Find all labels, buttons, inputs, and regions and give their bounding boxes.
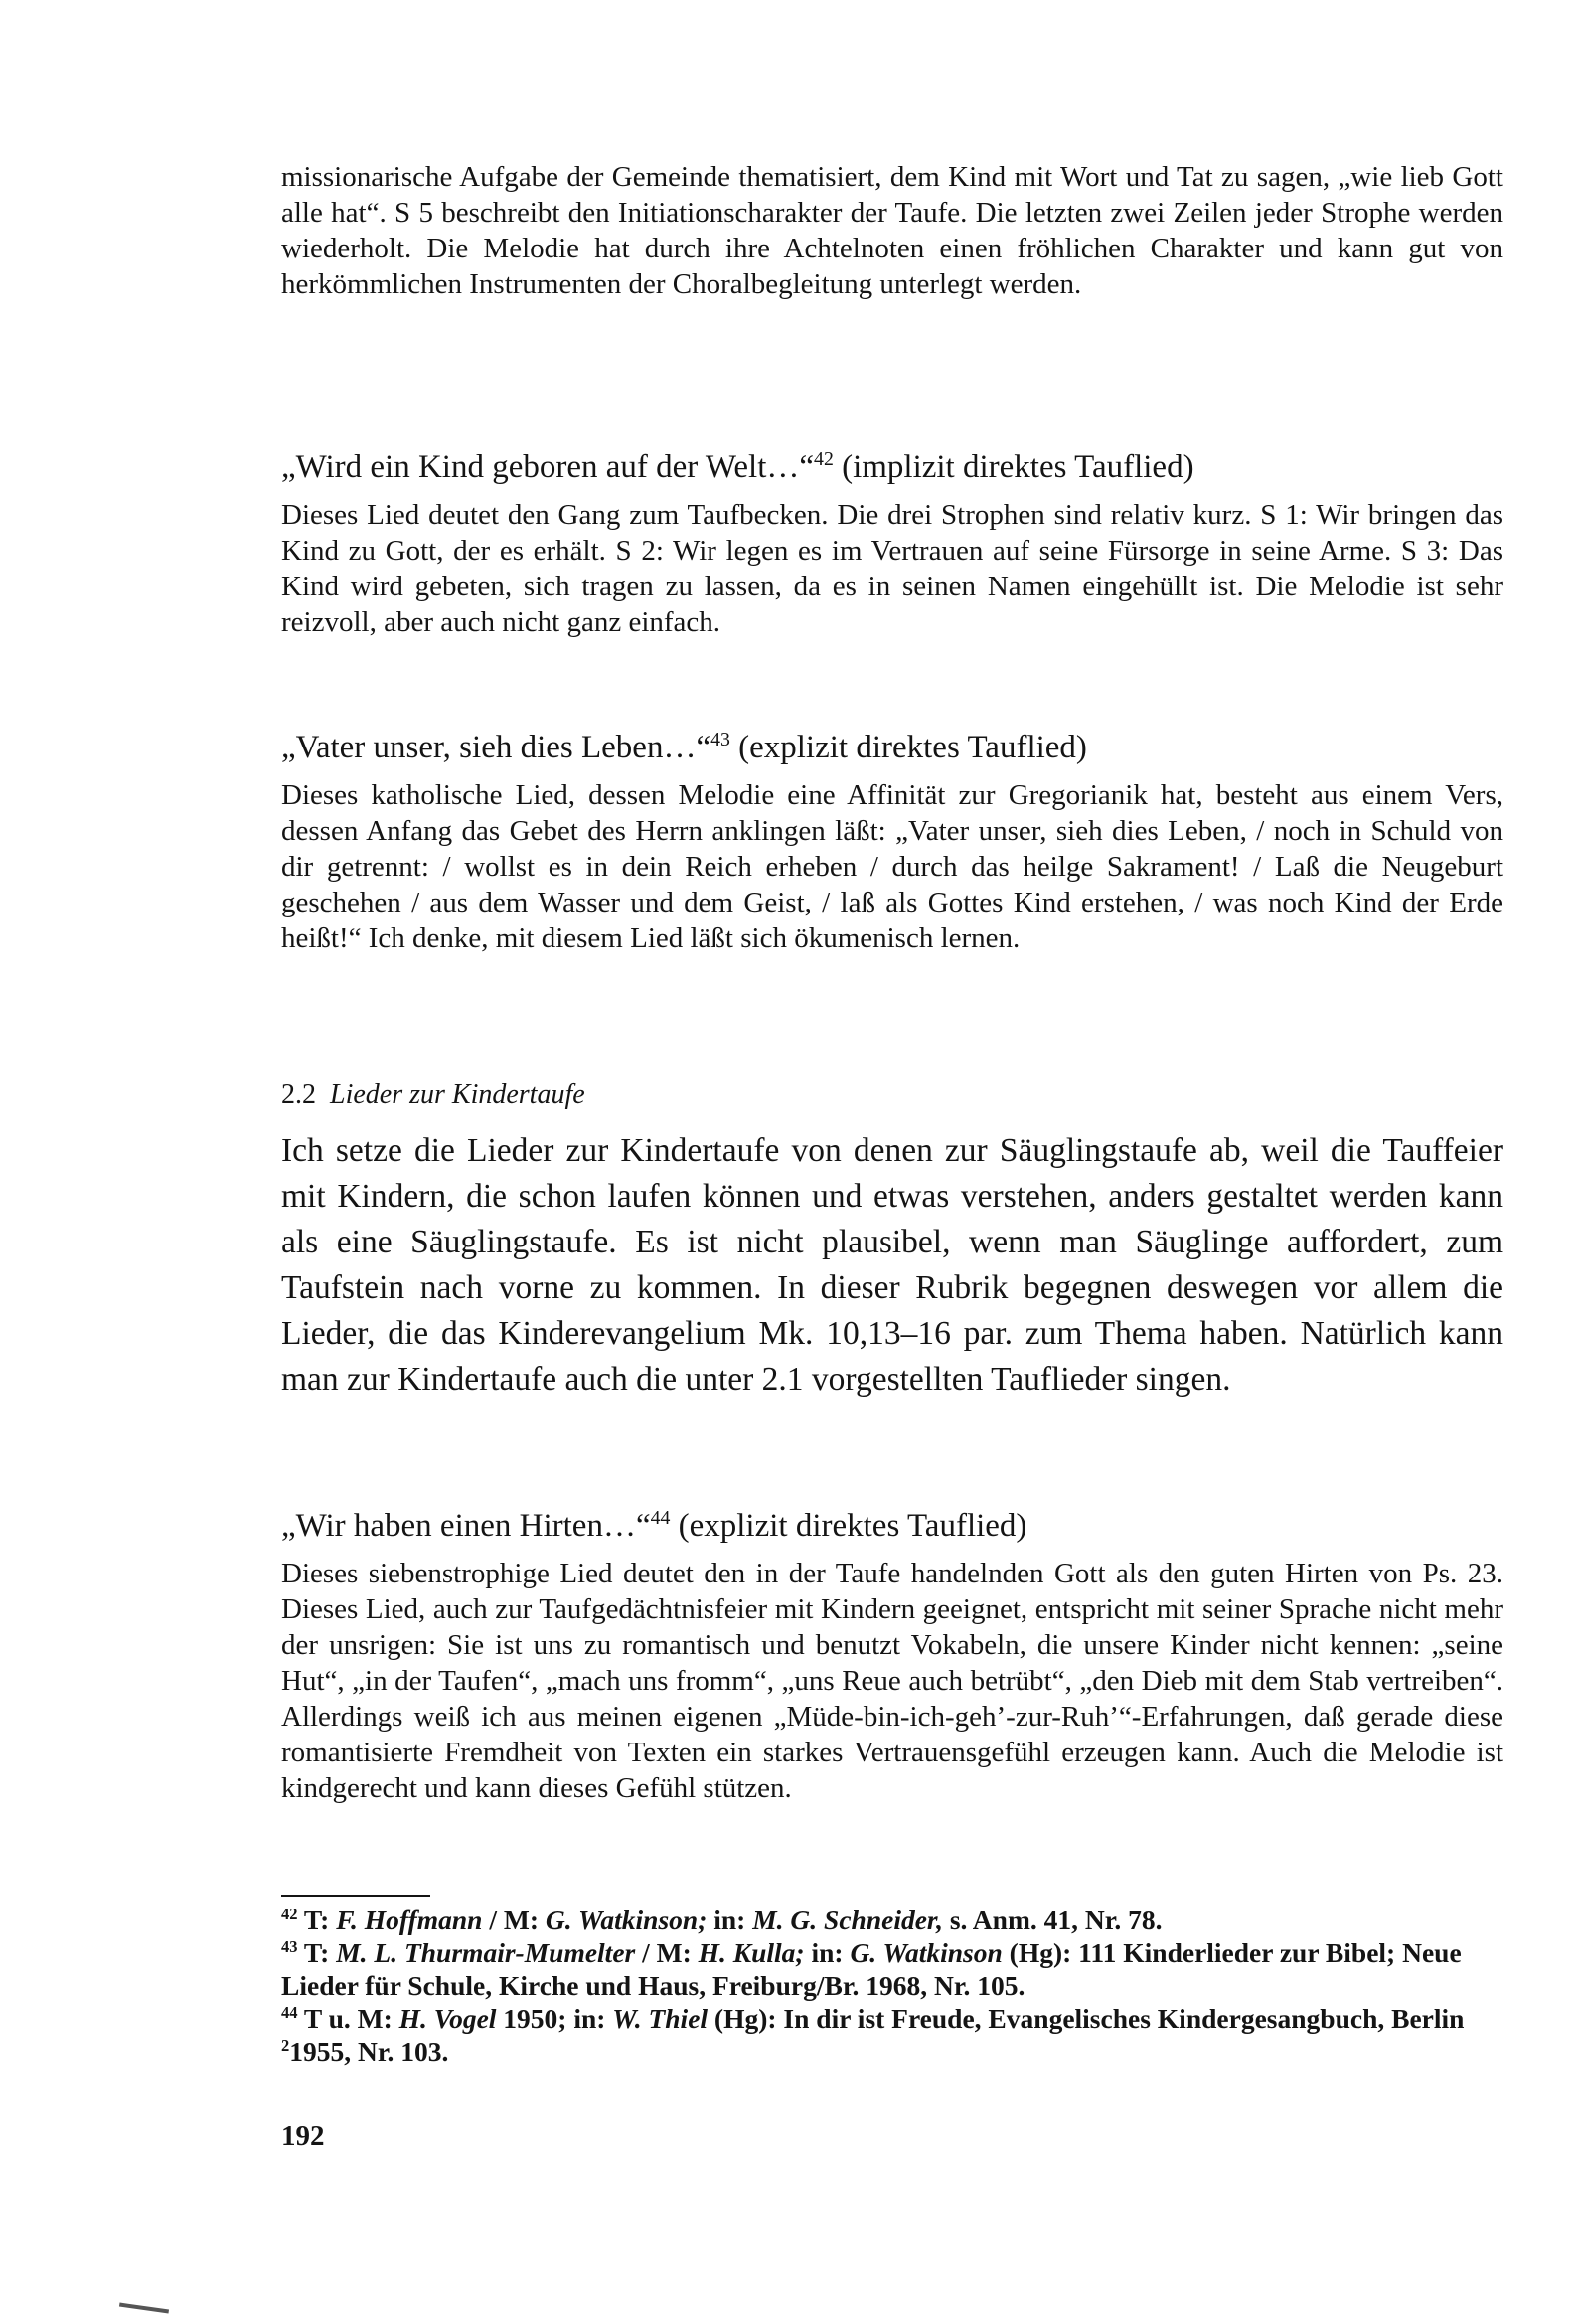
footnote-ref: 44: [650, 1507, 671, 1529]
song-description-1: Dieses Lied deutet den Gang zum Taufbecken. Die drei Strophen sind relativ kurz. S 1: Wir bringen das Kind zu Gott, der es erhält. S 2: Wir legen es im Vertrauen auf seine Fürsorge in seine Arme. S 3: Das Kind wird gebeten, sich tragen zu lassen, da es in seinen Namen eingehüllt ist. Die Melodie ist sehr reizvoll, aber auch nicht ganz einfach.: [281, 499, 1503, 638]
section-number: 2.2: [281, 1079, 316, 1110]
song-title: „Wird ein Kind geboren auf der Welt…“: [281, 449, 815, 485]
footnotes: [281, 1904, 1503, 2068]
song-description-3: Dieses siebenstrophige Lied deutet den in der Taufe handelnden Gott als den guten Hirten von Ps. 23. Dieses Lied, auch zur Taufgedächtnisfeier mit Kindern geeignet, entspricht mit seiner Sprache nicht mehr der unsrigen: Sie ist uns zu romantisch und benutzt Vokabeln, die unsere Kinder nicht kennen: „seine Hut“, „in der Taufen“, „mach uns fromm“, „uns Reue auch betrübt“, „den Dieb mit dem Stab vertreiben“. Allerdings weiß ich aus meinen eigenen „Müde-bin-ich-geh’-zur-Ruh’“-Erfahrungen, daß gerade diese romantisierte Fremdheit von Texten ein starkes Vertrauensgefühl erzeugen kann. Auch die Melodie ist kindgerecht und kann dieses Gefühl stützen.: [281, 1558, 1503, 1804]
song-tag: (explizit direktes Tauflied): [729, 730, 1087, 765]
footnote-ref: 43: [710, 729, 730, 750]
song-tag: (implizit direktes Tauflied): [833, 449, 1194, 485]
intro-paragraph: missionarische Aufgabe der Gemeinde thematisiert, dem Kind mit Wort und Tat zu sagen, „wie lieb Gott alle hat“. S 5 beschreibt den Initiationscharakter der Taufe. Die letzten zwei Zeilen jeder Strophe werden wiederholt. Die Melodie hat durch ihre Achtelnoten einen fröhlichen Charakter und kann gut von herkömmlichen Instrumenten der Choralbegleitung unterlegt werden.: [281, 161, 1503, 300]
song-heading-2: [281, 726, 1503, 769]
song-heading-3: [281, 1504, 1503, 1548]
footnote-44: $^{44}$ T u. M: H. Vogel 1950; in: W. Thiel (Hg): In dir ist Freude, Evangelisches Kindergesangbuch, Berlin $^2$1955, Nr. 103.: [281, 2002, 1465, 2067]
section-paragraph: Ich setze die Lieder zur Kindertaufe von denen zur Säuglingstaufe ab, weil die Tauffeier mit Kindern, die schon laufen können und etwas verstehen, anders gestaltet werden kann als eine Säuglingstaufe. Es ist nicht plausibel, wenn man Säuglinge auffordert, zum Taufstein nach vorne zu kommen. In dieser Rubrik begegnen deswegen vor allem die Lieder, die das Kinderevangelium Mk. 10,13–16 par. zum Thema haben. Natürlich kann man zur Kindertaufe auch die unter 2.1 vorgestellten Tauflieder singen.: [281, 1132, 1503, 1398]
section-title: Lieder zur Kindertaufe: [330, 1079, 585, 1110]
song-title: „Wir haben einen Hirten…“: [281, 1508, 651, 1544]
footnote-42: $^{42}$ T: F. Hoffmann / M: G. Watkinson; in: M. G. Schneider, s. Anm. 41, Nr. 78.: [281, 1904, 1163, 1935]
footnote-43: $^{43}$ T: M. L. Thurmair-Mumelter / M: H. Kulla; in: G. Watkinson (Hg): 111 Kinderlieder zur Bibel; Neue Lieder für Schule, Kirche und Haus, Freiburg/Br. 1968, Nr. 105.: [281, 1936, 1462, 2001]
song-heading-1: [281, 445, 1503, 489]
song-tag: (explizit direktes Tauflied): [670, 1508, 1027, 1544]
page-number: 192: [281, 2120, 325, 2152]
section-heading: [281, 1076, 1503, 1115]
footnote-ref: 42: [814, 448, 834, 470]
song-title: „Vater unser, sieh dies Leben…“: [281, 730, 711, 765]
scan-artifact: [119, 2303, 169, 2314]
footnote-separator: [281, 1895, 430, 1897]
song-description-2: Dieses katholische Lied, dessen Melodie eine Affinität zur Gregorianik hat, besteht aus einem Vers, dessen Anfang das Gebet des Herrn anklingen läßt: „Vater unser, sieh dies Leben, / noch in Schuld von dir getrennt: / wollst es in dein Reich erheben / durch das heilge Sakrament! / Laß die Neugeburt geschehen / aus dem Wasser und dem Geist, / laß als Gottes Kind erstehen, / was noch Kind der Erde heißt!“ Ich denke, mit diesem Lied läßt sich ökumenisch lernen.: [281, 779, 1503, 954]
